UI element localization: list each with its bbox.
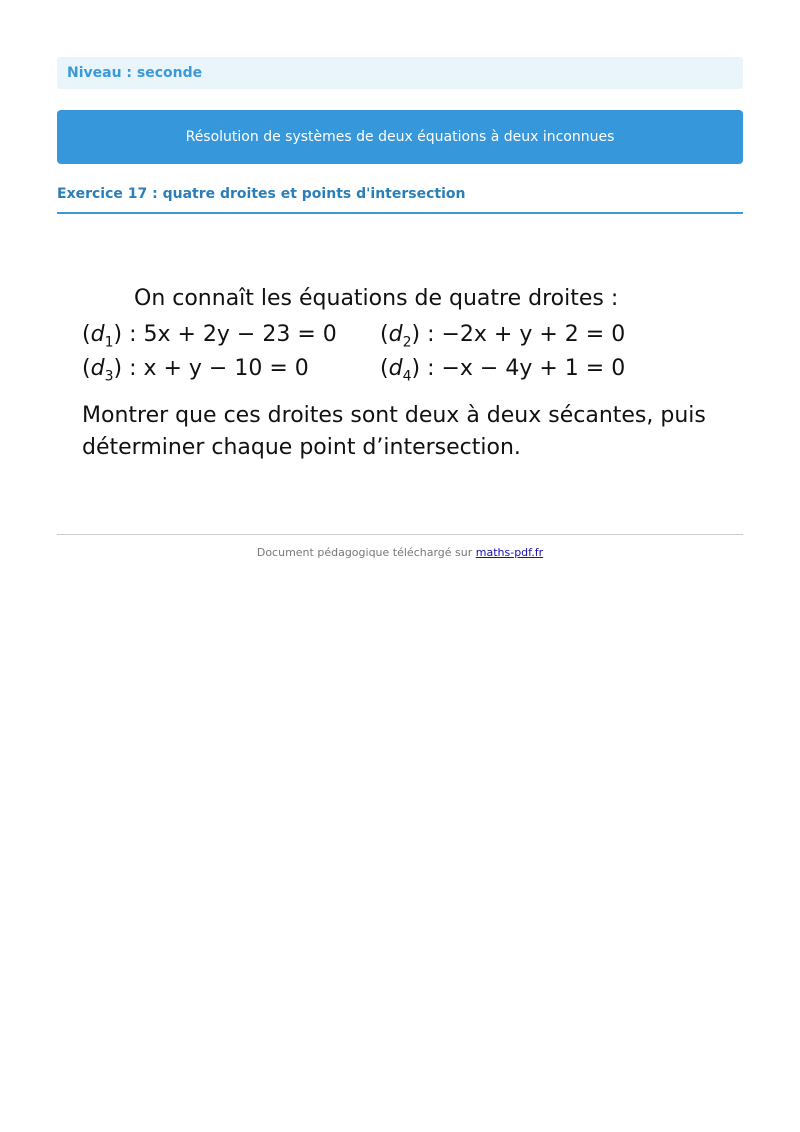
line-name: d	[90, 322, 105, 347]
line-index: 4	[402, 368, 412, 385]
line-name: d	[388, 356, 403, 381]
line-name: d	[90, 356, 105, 381]
footer	[57, 546, 743, 559]
equation-rest: : −x − 4y + 1 = 0	[420, 356, 626, 381]
equation-d1: $(d_1)$ : 5x + 2y − 23 = 0	[82, 322, 337, 351]
equation-rest: : x + y − 10 = 0	[122, 356, 309, 381]
line-name: d	[388, 322, 403, 347]
equation-row	[82, 318, 722, 352]
equation-row	[82, 352, 722, 386]
exercise-intro: On connaît les équations de quatre droites :	[134, 286, 619, 311]
line-index: 2	[402, 334, 412, 351]
exercise-title: Exercice 17 : quatre droites et points d'intersection	[57, 186, 466, 202]
equation-rest: : 5x + 2y − 23 = 0	[122, 322, 337, 347]
equation-rest: : −2x + y + 2 = 0	[420, 322, 626, 347]
chapter-title-banner: Résolution de systèmes de deux équations à deux inconnues	[57, 110, 743, 164]
level-label: Niveau : seconde	[57, 57, 743, 89]
exercise-statement	[82, 280, 722, 464]
line-index: 1	[104, 334, 114, 351]
footer-text: Document pédagogique téléchargé sur	[256, 546, 476, 559]
line-index: 3	[104, 368, 114, 385]
equation-d2: $(d_2)$ : −2x + y + 2 = 0	[380, 322, 626, 351]
footer-divider	[57, 534, 743, 535]
footer-link[interactable]: maths-pdf.fr	[475, 546, 544, 559]
equation-d4: $(d_4)$ : −x − 4y + 1 = 0	[380, 356, 626, 385]
equation-d3: $(d_3)$ : x + y − 10 = 0	[82, 356, 309, 385]
exercise-instruction: Montrer que ces droites sont deux à deux sécantes, puis déterminer chaque point d’intersection.	[82, 403, 706, 460]
exercise-title-underline	[57, 212, 743, 214]
